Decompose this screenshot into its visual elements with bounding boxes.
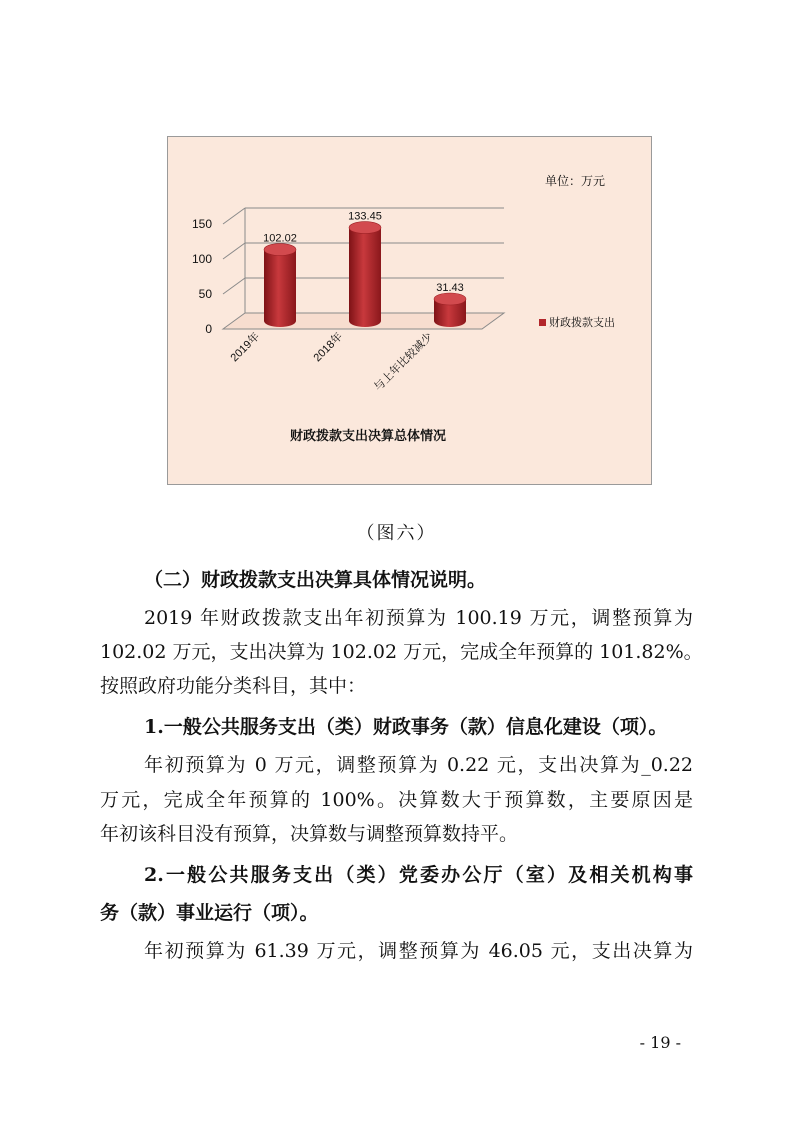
gridline xyxy=(223,243,245,259)
gridline xyxy=(223,278,245,294)
data-label: 102.02 xyxy=(263,232,297,245)
figure-caption: （图六） xyxy=(356,523,437,544)
paragraph-line: 年初该科目没有预算，决算数与调整预算数持平。 xyxy=(100,823,519,845)
bar-chart xyxy=(168,137,653,486)
unit-label: 单位：万元 xyxy=(545,174,606,188)
x-tick-label: 2019年 xyxy=(228,330,263,365)
data-label: 133.45 xyxy=(348,210,382,223)
paragraph-line: 万元，完成全年预算的 100%。决算数大于预算数，主要原因是 xyxy=(100,789,693,811)
paragraph-line: 按照政府功能分类科目，其中： xyxy=(100,675,367,697)
paragraph-line: 2019 年财政拨款支出年初预算为 100.19 万元，调整预算为 xyxy=(144,607,693,629)
gridline xyxy=(223,208,245,224)
legend-entry: 财政拨款支出 xyxy=(549,317,615,329)
chart-panel xyxy=(167,136,652,485)
item-2-title: 2.一般公共服务支出（类）党委办公厅（室）及相关机构事 xyxy=(144,864,693,886)
bar-top xyxy=(434,293,466,305)
bar xyxy=(349,228,381,327)
chart-title: 财政拨款支出决算总体情况 xyxy=(289,428,447,443)
y-tick-label: 100 xyxy=(191,252,212,266)
bar xyxy=(264,250,296,327)
page-number: - 19 - xyxy=(639,1033,681,1052)
x-tick-label: 2018年 xyxy=(311,330,346,365)
y-tick-label: 50 xyxy=(198,287,212,301)
item-1-title: 1.一般公共服务支出（类）财政事务（款）信息化建设（项）。 xyxy=(144,716,668,738)
y-tick-label: 0 xyxy=(205,322,212,336)
bar-top xyxy=(349,222,381,234)
bar-top xyxy=(264,244,296,256)
item-2-title-cont: 务（款）事业运行（项）。 xyxy=(100,902,319,924)
legend-swatch xyxy=(539,319,546,326)
x-tick-label: 与上年比较减少 xyxy=(372,330,436,394)
paragraph-line: 年初预算为 61.39 万元，调整预算为 46.05 元，支出决算为 xyxy=(144,940,693,962)
y-tick-label: 150 xyxy=(191,217,212,231)
data-label: 31.43 xyxy=(436,281,464,294)
paragraph-line: 102.02 万元，支出决算为 102.02 万元，完成全年预算的 101.82%。 xyxy=(100,641,703,663)
section-heading: （二）财政拨款支出决算具体情况说明。 xyxy=(144,569,487,591)
paragraph-line: 年初预算为 0 万元，调整预算为 0.22 元，支出决算为_0.22 xyxy=(144,754,693,776)
